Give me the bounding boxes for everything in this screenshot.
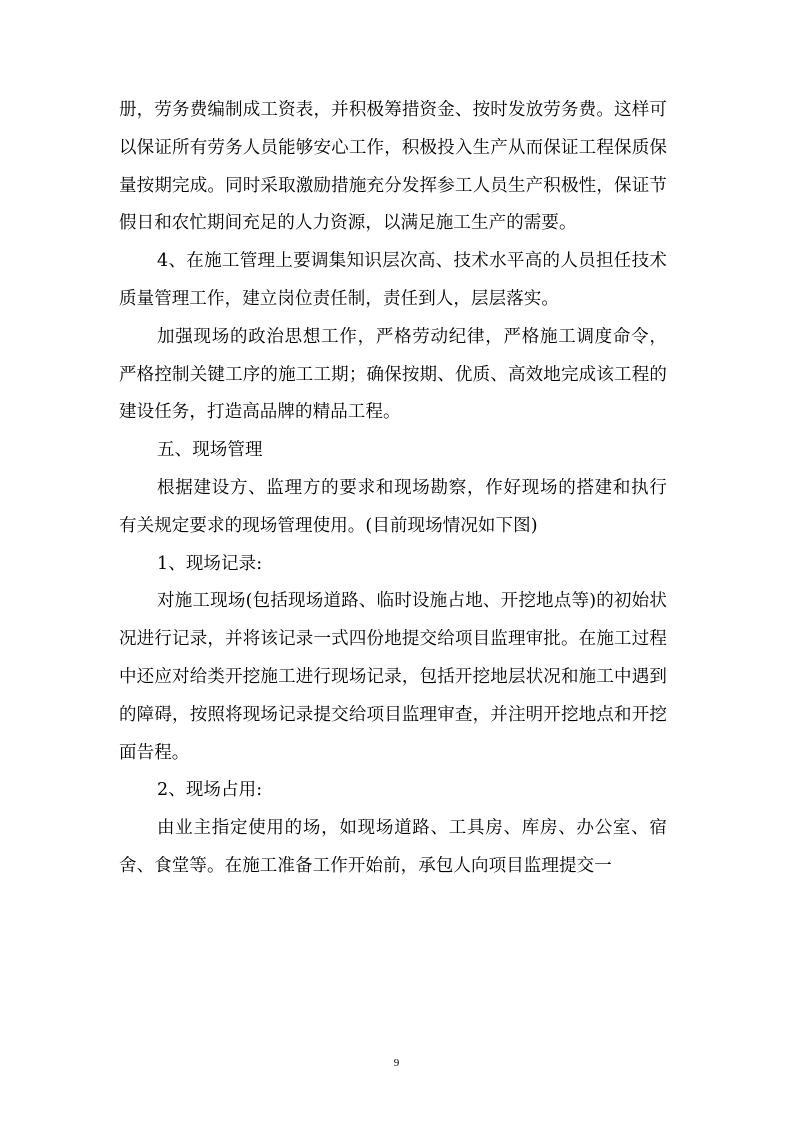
section-heading-site-management: 五、现场管理 — [157, 440, 263, 461]
paragraph-site-setup: 根据建设方、监理方的要求和现场勘察，作好现场的搭建和执行有关规定要求的现场管理使用。(目前现场情况如下图) — [119, 477, 667, 536]
paragraph-political-work: 加强现场的政治思想工作，严格劳动纪律，严格施工调度命令，严格控制关键工序的施工工期；确保按期、优质、高效地完成该工程的建设任务，打造高品牌的精品工程。 — [119, 326, 667, 423]
subheading-site-records: 1、现场记录: — [157, 553, 263, 574]
subheading-site-occupation: 2、现场占用: — [157, 780, 263, 801]
paragraph-site-records: 对施工现场(包括现场道路、临时设施占地、开挖地点等)的初始状况进行记录，并将该记录一式四份地提交给项目监理审批。在施工过程中还应对给类开挖施工进行现场记录，包括开挖地层状况和施工中遇到的障碍，按照将现场记录提交给项目监理审查，并注明开挖地点和开挖面告程。 — [119, 591, 667, 763]
page-number: 9 — [393, 1057, 400, 1069]
paragraph-continued: 册，劳务费编制成工资表，并积极筹措资金、按时发放劳务费。这样可以保证所有劳务人员能够安心工作，积极投入生产从而保证工程保质保量按期完成。同时采取激励措施充分发挥参工人员生产积极性，保证节假日和农忙期间充足的人力资源，以满足施工生产的需要。 — [119, 100, 667, 234]
paragraph-item-4: 4、在施工管理上要调集知识层次高、技术水平高的人员担任技术质量管理工作，建立岗位责任制，责任到人，层层落实。 — [119, 251, 667, 309]
document-body — [119, 92, 667, 886]
paragraph-site-occupation: 由业主指定使用的场，如现场道路、工具房、库房、办公室、宿舍、食堂等。在施工准备工作开始前，承包人向项目监理提交一 — [119, 818, 667, 876]
